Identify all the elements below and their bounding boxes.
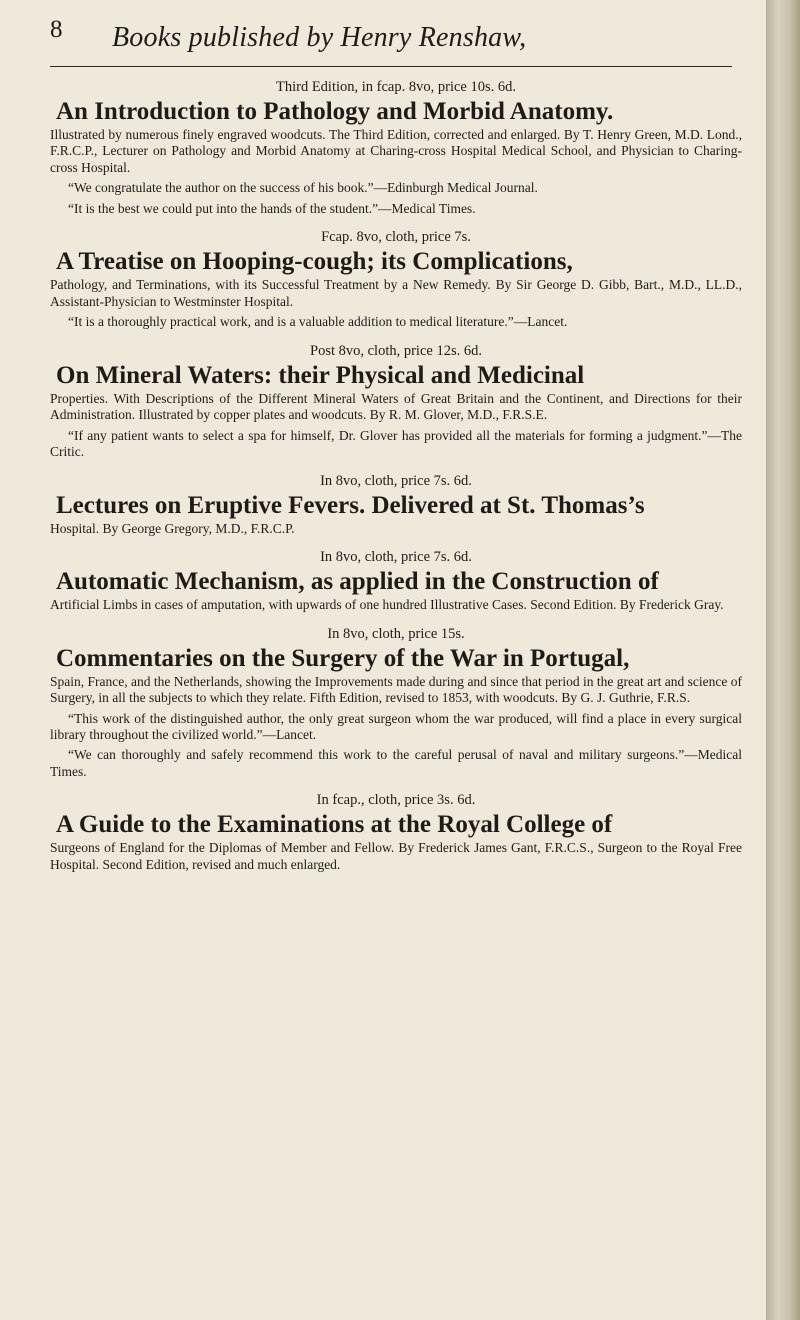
running-head: Books published by Henry Renshaw, (112, 22, 527, 53)
book-details: Surgeons of England for the Diplomas of Member and Fellow. By Frederick James Gant, F.R.C.S., Surgeon to the Royal Free Hospital. Second Edition, revised and much enlarged. (50, 840, 742, 872)
page-number: 8 (50, 16, 63, 43)
book-details: Hospital. By George Gregory, M.D., F.R.C.P. (50, 520, 295, 536)
book-meta: Post 8vo, cloth, price 12s. 6d. (310, 342, 482, 359)
book-title: Automatic Mechanism, as applied in the Construction of (56, 568, 659, 596)
book-entry-pathology (50, 79, 742, 217)
book-entry-automatic-mechanism (50, 549, 742, 613)
book-title: Lectures on Eruptive Fevers. Delivered at St. Thomas’s (56, 491, 645, 519)
page-header (50, 12, 732, 67)
review-quote: “It is the best we could put into the hands of the student.”—Medical Times. (68, 200, 476, 216)
book-entry-eruptive-fevers (50, 473, 742, 537)
book-title: A Treatise on Hooping-cough; its Complications, (56, 248, 573, 276)
book-title: An Introduction to Pathology and Morbid Anatomy. (56, 98, 614, 125)
review-quote: “We congratulate the author on the success of his book.”—Edinburgh Medical Journal. (68, 180, 538, 196)
book-meta: In fcap., cloth, price 3s. 6d. (316, 792, 476, 809)
book-meta: In 8vo, cloth, price 7s. 6d. (320, 472, 472, 489)
review-quote: “We can thoroughly and safely recommend this work to the careful perusal of naval and military surgeons.”—Medical Times. (50, 747, 742, 779)
page-edge (766, 0, 800, 1320)
book-details: Illustrated by numerous finely engraved woodcuts. The Third Edition, corrected and enlarged. By T. Henry Green, M.D. Lond., F.R.C.P., Lecturer on Pathology and Morbid Anatomy at Charing-cross Hospital Medical School, and Physician to Charing-cross Hospital. (50, 127, 742, 175)
book-details: Properties. With Descriptions of the Different Mineral Waters of Great Britain and the Continent, and Directions for their Administration. Illustrated by copper plates and woodcuts. By R. M. Glover, M.D., F.R.S.E. (50, 390, 742, 423)
review-quote: “If any patient wants to select a spa for himself, Dr. Glover has provided all the materials for forming a judgment.”—The Critic. (50, 427, 742, 460)
book-meta: Fcap. 8vo, cloth, price 7s. (321, 229, 471, 246)
book-details: Pathology, and Terminations, with its Successful Treatment by a New Remedy. By Sir George D. Gibb, Bart., M.D., LL.D., Assistant-Physician to Westminster Hospital. (50, 277, 742, 309)
book-details: Artificial Limbs in cases of amputation, with upwards of one hundred Illustrative Cases. Second Edition. By Frederick Gray. (50, 597, 724, 613)
book-entry-hooping-cough (50, 229, 742, 330)
book-meta: Third Edition, in fcap. 8vo, price 10s. 6d. (275, 79, 516, 95)
book-title: Commentaries on the Surgery of the War in Portugal, (56, 644, 630, 672)
review-quote: “This work of the distinguished author, the only great surgeon whom the war produced, will find a place in every surgical library throughout the civilized world.”—Lancet. (50, 710, 742, 742)
book-entry-war-surgery (50, 626, 742, 781)
book-entry-examinations-guide (50, 792, 742, 873)
review-quote: “It is a thoroughly practical work, and is a valuable addition to medical literature.”—Lancet. (68, 314, 568, 330)
book-entry-mineral-waters (50, 343, 742, 461)
book-meta: In 8vo, cloth, price 7s. 6d. (320, 549, 472, 566)
book-title: On Mineral Waters: their Physical and Medicinal (56, 361, 585, 389)
book-meta: In 8vo, cloth, price 15s. (327, 625, 465, 642)
book-title: A Guide to the Examinations at the Royal College of (56, 811, 613, 839)
book-details: Spain, France, and the Netherlands, showing the Improvements made during and since that period in the great art and science of Surgery, in all the subjects to which they relate. Fifth Edition, revised to 1853, with woodcuts. By G. J. Guthrie, F.R.S. (50, 673, 742, 706)
